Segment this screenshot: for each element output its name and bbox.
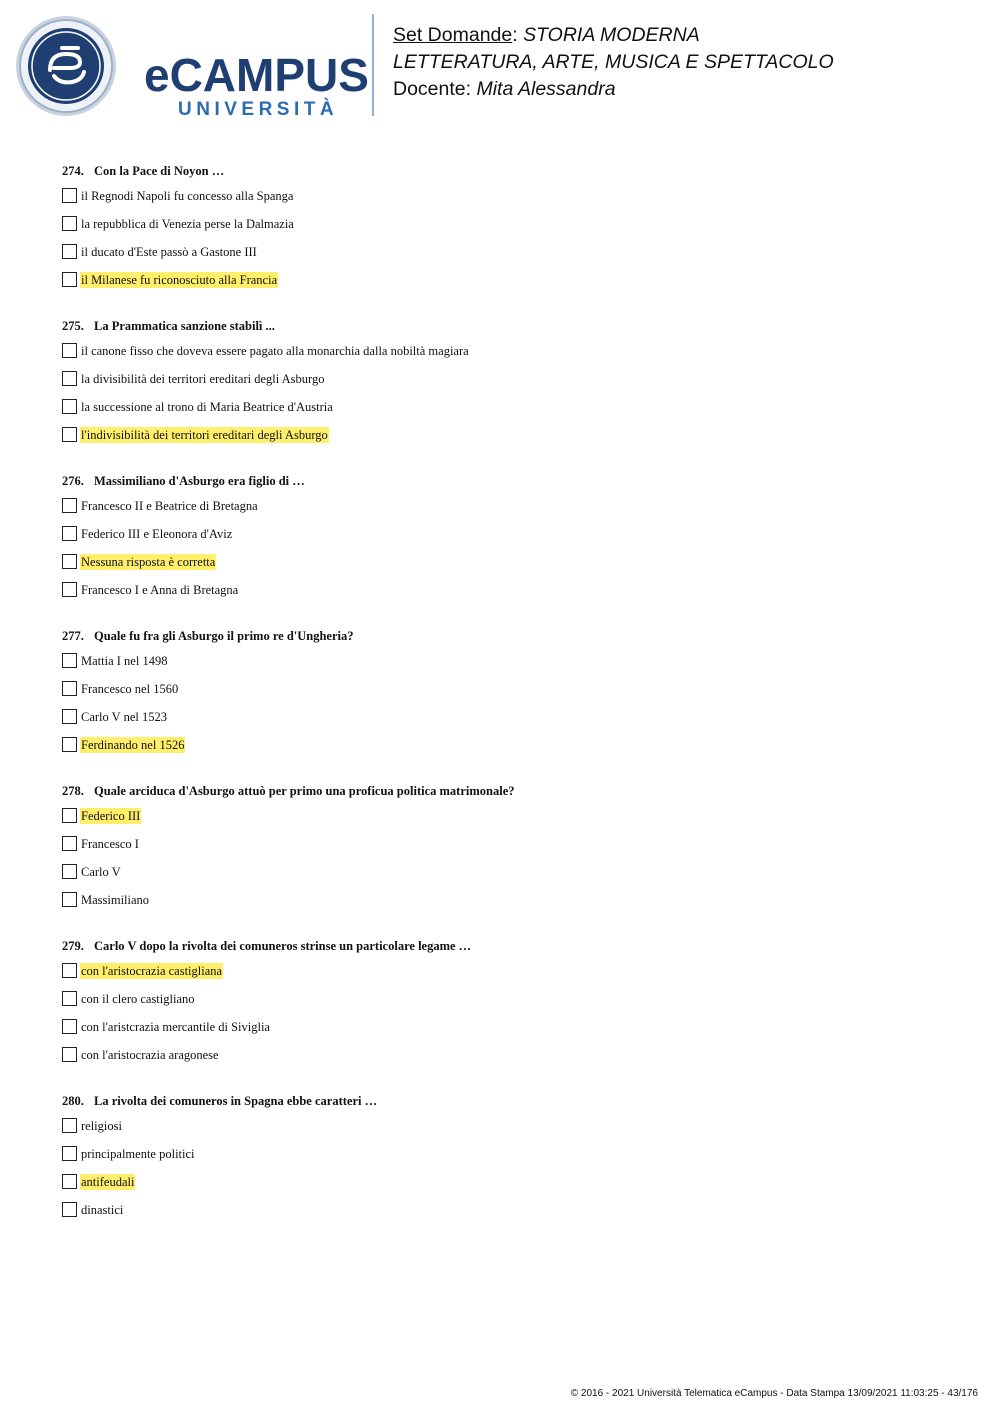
answer-checkbox[interactable] [62,1202,77,1217]
answer-option[interactable] [62,1174,962,1202]
question-block [62,472,962,610]
answer-checkbox[interactable] [62,892,77,907]
answer-option[interactable] [62,1202,962,1230]
question-text: La rivolta dei comuneros in Spagna ebbe caratteri … [94,1094,378,1108]
answer-option[interactable] [62,1146,962,1174]
question-number: 277. [62,629,84,643]
answer-option[interactable] [62,498,962,526]
answer-option[interactable] [62,681,962,709]
question-block [62,162,962,300]
answer-checkbox[interactable] [62,188,77,203]
question-number: 279. [62,939,84,953]
answer-option[interactable] [62,808,962,836]
question-block [62,937,962,1075]
question-block [62,627,962,765]
answer-option[interactable] [62,963,962,991]
answer-option[interactable] [62,582,962,610]
answer-checkbox[interactable] [62,216,77,231]
question-title [62,162,962,180]
answer-checkbox[interactable] [62,709,77,724]
question-text: Massimiliano d'Asburgo era figlio di … [94,474,305,488]
question-number: 274. [62,164,84,178]
question-number: 278. [62,784,84,798]
answer-checkbox[interactable] [62,554,77,569]
question-text: Quale arciduca d'Asburgo attuò per primo una proficua politica matrimonale? [94,784,515,798]
answer-option[interactable] [62,1118,962,1146]
question-block [62,782,962,920]
answer-text: principalmente politici [81,1147,195,1161]
answer-checkbox[interactable] [62,498,77,513]
answer-text: con l'aristocrazia aragonese [81,1048,219,1062]
set-label: Set Domande [393,24,513,46]
question-number: 275. [62,319,84,333]
answer-text: Federico III e Eleonora d'Aviz [81,527,233,541]
question-text: Carlo V dopo la rivolta dei comuneros strinse un particolare legame … [94,939,472,953]
answer-option[interactable] [62,554,962,582]
question-number: 276. [62,474,84,488]
page-footer: © 2016 - 2021 Università Telematica eCampus - Data Stampa 13/09/2021 11:03:25 - 43/176 [570,1388,978,1399]
question-title [62,472,962,490]
answer-checkbox[interactable] [62,371,77,386]
answer-checkbox[interactable] [62,244,77,259]
answer-checkbox[interactable] [62,991,77,1006]
answer-text: la successione al trono di Maria Beatrice d'Austria [81,400,333,414]
answer-checkbox[interactable] [62,1146,77,1161]
header-info [393,22,834,103]
answer-option[interactable] [62,892,962,920]
answer-checkbox[interactable] [62,681,77,696]
answer-checkbox[interactable] [62,808,77,823]
teacher-label: Docente: [393,78,477,100]
answer-text: il Regnodi Napoli fu concesso alla Spanga [81,189,294,203]
answer-text: la divisibilità dei territori ereditari degli Asburgo [81,372,325,386]
question-block [62,1092,962,1230]
answer-text: la repubblica di Venezia perse la Dalmazia [81,217,294,231]
answer-text: Francesco nel 1560 [81,682,179,696]
brand-name: eCAMPUS [144,49,369,101]
question-title [62,317,962,335]
answer-option[interactable] [62,371,962,399]
answer-text: dinastici [81,1203,124,1217]
answer-text-correct: il Milanese fu riconosciuto alla Francia [81,273,278,287]
answer-text: il canone fisso che doveva essere pagato alla monarchia dalla nobiltà magiara [81,344,469,358]
answer-option[interactable] [62,836,962,864]
question-title [62,627,962,645]
answer-text: il ducato d'Este passò a Gastone III [81,245,257,259]
question-text: Con la Pace di Noyon … [94,164,225,178]
answer-checkbox[interactable] [62,1118,77,1133]
answer-checkbox[interactable] [62,1047,77,1062]
answer-text: Francesco I [81,837,139,851]
brand-subtitle: UNIVERSITÀ [178,99,339,120]
subject-line [393,22,834,49]
answer-text: Francesco II e Beatrice di Bretagna [81,499,258,513]
question-title [62,1092,962,1110]
answer-text: Francesco I e Anna di Bretagna [81,583,239,597]
answer-option[interactable] [62,399,962,427]
answer-text: con il clero castigliano [81,992,195,1006]
answer-text: Massimiliano [81,893,150,907]
answer-checkbox[interactable] [62,427,77,442]
page-header [0,0,1000,130]
answer-text: Mattia I nel 1498 [81,654,168,668]
answer-checkbox[interactable] [62,963,77,978]
question-list [62,162,962,1247]
answer-checkbox[interactable] [62,343,77,358]
answer-checkbox[interactable] [62,1019,77,1034]
ecampus-logo [14,14,369,120]
answer-text: religiosi [81,1119,122,1133]
answer-checkbox[interactable] [62,582,77,597]
answer-option[interactable] [62,427,962,455]
answer-text-correct: Federico III [81,809,141,823]
subject-subtitle: LETTERATURA, ARTE, MUSICA E SPETTACOLO [393,51,834,73]
answer-checkbox[interactable] [62,653,77,668]
answer-option[interactable] [62,188,962,216]
question-title [62,937,962,955]
ecampus-seal-icon [14,14,118,118]
answer-checkbox[interactable] [62,1174,77,1189]
answer-option[interactable] [62,991,962,1019]
answer-text: con l'aristcrazia mercantile di Siviglia [81,1020,270,1034]
answer-checkbox[interactable] [62,526,77,541]
question-number: 280. [62,1094,84,1108]
answer-text-correct: antifeudali [81,1175,135,1189]
answer-checkbox[interactable] [62,836,77,851]
answer-option[interactable] [62,526,962,554]
answer-option[interactable] [62,653,962,681]
set-separator: : [512,24,524,46]
answer-option[interactable] [62,216,962,244]
answer-text-correct: l'indivisibilità dei territori ereditari degli Asburgo [81,428,328,442]
question-text: La Prammatica sanzione stabilì ... [94,319,275,333]
header-divider [372,14,374,116]
answer-text-correct: Nessuna risposta è corretta [81,555,216,569]
answer-option[interactable] [62,709,962,737]
question-text: Quale fu fra gli Asburgo il primo re d'Ungheria? [94,629,354,643]
subject-title: STORIA MODERNA [523,24,700,46]
teacher-name: Mita Alessandra [476,78,616,100]
teacher-line [393,76,834,103]
answer-checkbox[interactable] [62,272,77,287]
answer-text: Carlo V nel 1523 [81,710,167,724]
question-title [62,782,962,800]
question-block [62,317,962,455]
answer-option[interactable] [62,343,962,371]
answer-option[interactable] [62,272,962,300]
answer-option[interactable] [62,737,962,765]
answer-checkbox[interactable] [62,864,77,879]
answer-text-correct: Ferdinando nel 1526 [81,738,185,752]
answer-option[interactable] [62,244,962,272]
answer-checkbox[interactable] [62,399,77,414]
answer-text: Carlo V [81,865,121,879]
answer-option[interactable] [62,864,962,892]
answer-text-correct: con l'aristocrazia castigliana [81,964,223,978]
answer-option[interactable] [62,1047,962,1075]
answer-option[interactable] [62,1019,962,1047]
answer-checkbox[interactable] [62,737,77,752]
